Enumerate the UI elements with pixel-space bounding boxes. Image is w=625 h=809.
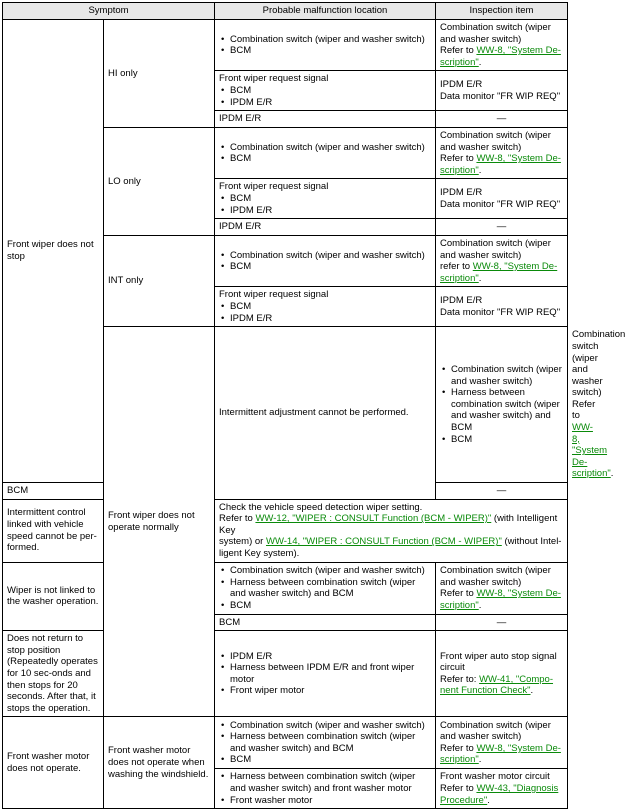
period: . — [530, 685, 534, 697]
list-item: • Harness between combination switch (wiper and washer switch) and front washer motor — [219, 771, 431, 794]
location-cell — [215, 179, 436, 219]
text-line: Data monitor "FR WIP REQ" — [440, 198, 561, 210]
ww8-link[interactable]: WW-8, "System De- — [476, 742, 561, 754]
location-cell — [215, 717, 436, 769]
ww8-link[interactable]: scription" — [440, 164, 479, 176]
ww8-link[interactable]: scription" — [440, 272, 479, 284]
inspection-cell: — — [436, 111, 568, 128]
text-line: Combination switch (wiper — [440, 564, 551, 576]
inspection-cell — [436, 631, 568, 717]
location-cell — [215, 631, 436, 717]
text-part: Harness between combination switch (wiper — [230, 576, 416, 588]
inspection-cell — [436, 717, 568, 769]
mode-cell: INT only — [104, 235, 215, 326]
condition-cell: Wiper is not linked to the washer operation. — [3, 562, 104, 631]
list-item: • IPDM E/R — [219, 313, 431, 325]
symptom-cell: Front wiper does not operate normally — [104, 327, 215, 717]
location-cell — [215, 769, 436, 809]
ww8-link[interactable]: WW-8, "System De- — [476, 588, 561, 600]
text-line: Combination switch (wiper — [440, 22, 551, 33]
ww8-link[interactable]: WW-8, "System De- — [572, 422, 608, 468]
list-item: • Combination switch (wiper and washer switch) — [219, 720, 431, 732]
list-item: • BCM — [219, 754, 431, 766]
ww8-link[interactable]: WW-8, "System De- — [476, 45, 561, 57]
period: . — [478, 56, 482, 68]
table-row: Front wiper does not operate normally Intermittent adjustment cannot be performed. • Combination switch (wiper and washer switch) • Harness between combination switch (wiper and washer switch) and BCM • BCM Combination switch (wiper and washer switch) Refer to WW-8, "System De- scription". — [3, 327, 568, 483]
text-line: Combination switch (wiper — [440, 719, 551, 731]
inspection-cell — [436, 287, 568, 327]
table-row — [3, 499, 568, 562]
inspection-cell — [436, 127, 568, 178]
text-line: Data monitor "FR WIP REQ" — [440, 90, 561, 102]
refer-text: refer to — [440, 261, 473, 273]
table-row — [3, 717, 568, 769]
table-row — [3, 562, 568, 614]
text-part: (with Intelligent Key — [219, 513, 558, 536]
location-cell — [215, 20, 436, 71]
ww8-link[interactable]: scription" — [440, 754, 479, 766]
text-line: Check the vehicle speed detection wiper setting. — [219, 501, 423, 513]
list-item: • BCM — [219, 261, 431, 273]
list-item: • BCM — [219, 85, 431, 97]
header-location: Probable malfunction location — [215, 3, 436, 20]
text-line: Front wiper request signal — [219, 289, 329, 301]
list-item: • Combination switch (wiper and washer switch) — [219, 34, 431, 46]
text-line: circuit — [440, 662, 465, 674]
list-item: • IPDM E/R — [219, 651, 431, 663]
text-part: Harness between combination switch (wiper — [451, 387, 560, 410]
refer-text: Refer to — [440, 742, 477, 754]
speed-setting-cell — [215, 499, 568, 562]
mode-cell: LO only — [104, 127, 215, 235]
text-line: Combination switch (wiper — [440, 129, 551, 141]
period: . — [610, 468, 614, 480]
list-item: • BCM — [440, 434, 563, 446]
ww14-link[interactable]: WW-14, "WIPER : CONSULT Function (BCM - WIPER)" — [265, 536, 502, 548]
location-cell — [215, 287, 436, 327]
text-part: and washer switch) and BCM — [451, 410, 551, 434]
period: . — [478, 164, 482, 176]
location-cell: IPDM E/R — [215, 111, 436, 128]
table-row — [3, 631, 568, 717]
list-item: • Harness between IPDM E/R and front wiper motor — [219, 662, 431, 685]
ww41-link[interactable]: WW-41, "Compo- — [479, 673, 554, 685]
text-line: and washer switch) — [440, 576, 522, 588]
period: . — [478, 272, 482, 284]
ww8-link[interactable]: WW-8, "System De- — [476, 153, 561, 165]
header-symptom: Symptom — [3, 3, 215, 20]
ww8-link[interactable]: scription" — [572, 468, 611, 480]
table-row — [3, 20, 568, 71]
list-item: • IPDM E/R — [219, 97, 431, 109]
condition-cell: Intermittent control linked with vehicle speed cannot be per-formed. — [3, 499, 104, 562]
period: . — [478, 599, 482, 611]
symptom-cell: Front wiper does not stop — [3, 20, 104, 483]
ww12-link[interactable]: WW-12, "WIPER : CONSULT Function (BCM - WIPER)" — [255, 513, 492, 525]
list-item: • Combination switch (wiper and washer switch) — [219, 142, 431, 154]
location-cell — [215, 127, 436, 178]
mode-cell: HI only — [104, 20, 215, 128]
text-line: Front wiper request signal — [219, 181, 329, 193]
text-line: Front washer motor circuit — [440, 771, 550, 783]
text-line: Data monitor "FR WIP REQ" — [440, 306, 561, 318]
location-cell — [215, 71, 436, 111]
ww43-link[interactable]: Procedure" — [440, 794, 488, 806]
inspection-cell — [436, 769, 568, 809]
inspection-cell — [436, 71, 568, 111]
symptom-table — [2, 2, 625, 809]
refer-text: Refer to — [440, 153, 477, 165]
text-line: Combination switch (wiper — [440, 237, 551, 249]
location-cell: IPDM E/R — [215, 219, 436, 236]
text-line: and washer switch) — [440, 33, 522, 45]
refer-text: Refer to — [440, 588, 477, 600]
location-cell: BCM — [3, 483, 104, 500]
text-line: and washer switch) — [440, 731, 522, 743]
inspection-cell — [436, 562, 568, 614]
list-item: • Front washer motor — [219, 795, 431, 807]
header-inspection: Inspection item — [436, 3, 568, 20]
list-item: • BCM — [219, 153, 431, 165]
text-line: IPDM E/R — [440, 79, 483, 91]
period: . — [487, 794, 490, 806]
list-item: • BCM — [219, 45, 431, 57]
text-part: Harness between combination switch (wiper — [230, 731, 416, 743]
ww41-link[interactable]: nent Function Check" — [440, 685, 531, 697]
inspection-cell — [436, 235, 568, 286]
ww8-link[interactable]: scription" — [440, 599, 479, 611]
list-item: • BCM — [219, 193, 431, 205]
symptom-cell: Front washer motor does not operate. — [3, 717, 104, 809]
inspection-cell — [436, 20, 568, 71]
refer-text: Refer to — [440, 783, 477, 795]
list-item: • Combination switch (wiper and washer switch) — [219, 250, 431, 262]
list-item: • Combination switch (wiper and washer switch) — [440, 364, 563, 387]
text-part: (without Intel-ligent Key system). — [219, 536, 562, 560]
refer-text: Refer to — [440, 45, 477, 57]
list-item: • BCM — [219, 600, 431, 612]
text-part: and washer switch) and BCM — [230, 588, 354, 600]
inspection-cell — [436, 179, 568, 219]
text-part: system) or — [219, 536, 266, 548]
list-item: • IPDM E/R — [219, 205, 431, 217]
text-line: and washer switch) — [440, 141, 522, 153]
period: . — [478, 754, 482, 766]
list-item: • BCM — [219, 301, 431, 313]
refer-text: Refer to: — [440, 673, 480, 685]
text-line: IPDM E/R — [440, 187, 483, 199]
location-cell — [436, 327, 568, 483]
text-line: Front wiper request signal — [219, 73, 329, 85]
refer-text: Refer to — [572, 398, 596, 422]
condition-cell: Intermittent adjustment cannot be performed. — [215, 327, 436, 499]
inspection-cell: — — [436, 614, 568, 631]
text-line: Front wiper auto stop signal — [440, 650, 557, 662]
inspection-cell: — — [436, 483, 568, 500]
text-line: and washer switch) — [440, 249, 522, 261]
refer-text: Refer to — [219, 513, 256, 525]
ww8-link[interactable]: WW-8, "System De- — [472, 261, 558, 273]
list-item: • Front wiper motor — [219, 685, 431, 697]
ww43-link[interactable]: WW-43, "Diagnosis — [476, 783, 559, 795]
location-cell — [215, 235, 436, 286]
list-item: • Combination switch (wiper and washer switch) — [219, 565, 431, 577]
inspection-cell: — — [436, 219, 568, 236]
text-part: and washer switch) and BCM — [230, 742, 354, 754]
text-line: IPDM E/R — [440, 295, 483, 307]
condition-cell: Front washer motor does not operate when washing the windshield. — [104, 717, 215, 809]
location-cell: BCM — [215, 614, 436, 631]
location-cell — [215, 562, 436, 614]
list-item — [219, 577, 431, 600]
list-item — [440, 387, 563, 433]
ww8-link[interactable]: scription" — [440, 56, 479, 68]
table-header-row — [3, 3, 568, 20]
list-item — [219, 731, 431, 754]
condition-cell: Does not return to stop position (Repeatedly operates for 10 sec-onds and then stops for 20 seconds. After that, it stops the operation. — [3, 631, 104, 717]
